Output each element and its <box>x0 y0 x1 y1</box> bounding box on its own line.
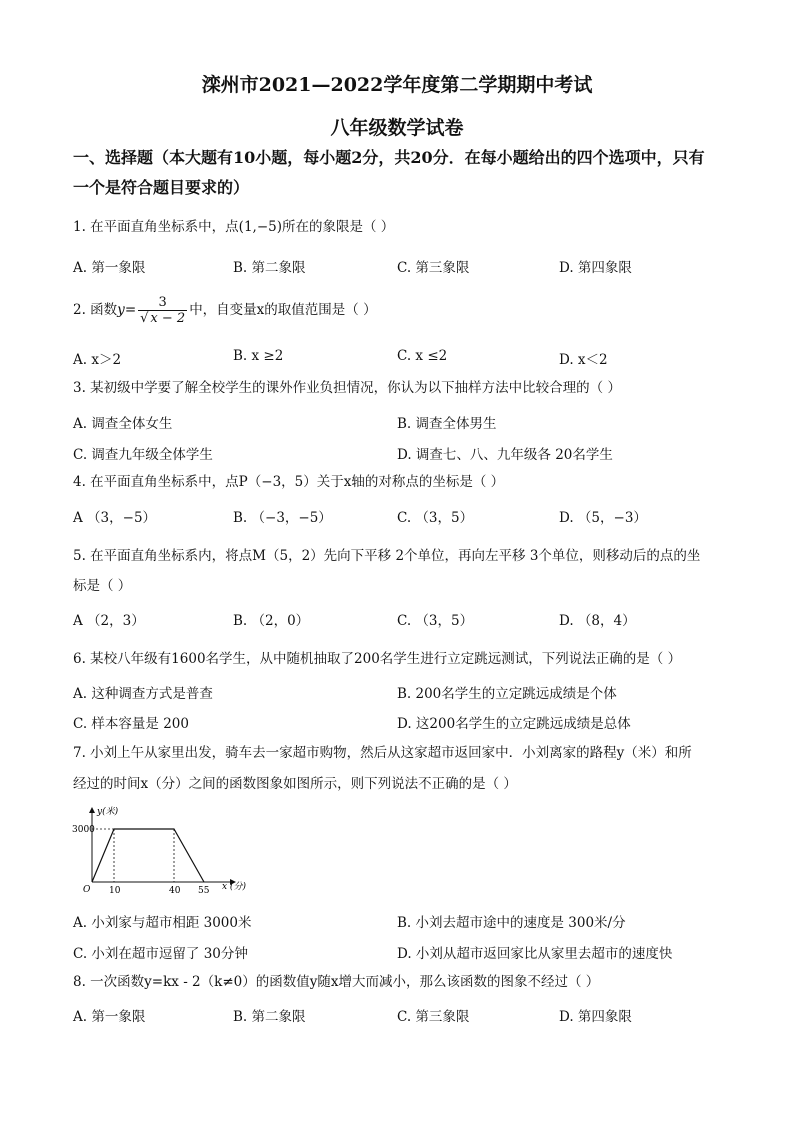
q2-denominator: √ x − 2 <box>140 310 186 326</box>
q4-option-a: A （3，−5） <box>73 510 157 526</box>
q2-option-d: D. x＜2 <box>559 352 608 368</box>
q8-option-b: B. 第二象限 <box>233 1009 306 1025</box>
q5-text-line2: 标是（ ） <box>73 578 132 594</box>
origin-label: O <box>83 885 91 895</box>
q6-option-d: D. 这200名学生的立定跳远成绩是总体 <box>397 716 631 732</box>
x-tick-40: 40 <box>169 886 181 896</box>
q4-option-c: C. （3，5） <box>397 510 474 526</box>
y-tick-3000: 3000 <box>72 825 95 835</box>
exam-subtitle: 八年级数学试卷 <box>330 117 464 139</box>
q5-option-c: C. （3，5） <box>397 613 474 629</box>
q1-option-b: B. 第二象限 <box>233 260 306 276</box>
q8-option-d: D. 第四象限 <box>559 1009 632 1025</box>
q5-option-a: A （2，3） <box>73 613 145 629</box>
q2-numerator: 3 <box>158 294 167 310</box>
q3-option-b: B. 调查全体男生 <box>397 416 497 432</box>
q1-option-a: A. 第一象限 <box>73 260 146 276</box>
q4-text: 4. 在平面直角坐标系中，点P（−3，5）关于x轴的对称点的坐标是（ ） <box>73 474 505 490</box>
x-axis-label: x (分) <box>222 882 246 892</box>
q2-option-c: C. x ≤2 <box>397 348 448 364</box>
q7-text-line2: 经过的时间x（分）之间的函数图象如图所示，则下列说法不正确的是（ ） <box>73 776 517 792</box>
q7-text-line1: 7. 小刘上午从家里出发，骑车去一家超市购物，然后从这家超市返回家中．小刘离家的路程y（米）和所 <box>73 745 692 761</box>
q4-option-d: D. （5，−3） <box>559 510 647 526</box>
q7-option-a: A. 小刘家与超市相距 3000米 <box>73 915 252 931</box>
q5-text-line1: 5. 在平面直角坐标系内，将点M（5，2）先向下平移 2个单位，再向左平移 3个单位，则移动后的点的坐 <box>73 548 701 564</box>
q5-option-d: D. （8，4） <box>559 613 636 629</box>
q5-option-b: B. （2，0） <box>233 613 310 629</box>
q8-option-a: A. 第一象限 <box>73 1009 146 1025</box>
q4-option-b: B. （−3，−5） <box>233 510 332 526</box>
q2-fraction <box>138 296 187 326</box>
q2-text <box>73 290 723 330</box>
x-tick-10: 10 <box>109 886 121 896</box>
q6-option-a: A. 这种调查方式是普查 <box>73 686 213 702</box>
q2-prefix: 2. 函数 <box>73 302 118 318</box>
q6-option-b: B. 200名学生的立定跳远成绩是个体 <box>397 686 617 702</box>
q2-func-eq: = <box>124 302 137 318</box>
q6-text: 6. 某校八年级有1600名学生，从中随机抽取了200名学生进行立定跳远测试，下列说法正确的是（ ） <box>73 651 682 667</box>
y-axis-label: y(米) <box>97 807 119 817</box>
x-tick-55: 55 <box>198 886 210 896</box>
q2-option-a: A. x＞2 <box>73 352 122 368</box>
q3-text: 3. 某初级中学要了解全校学生的课外作业负担情况，你认为以下抽样方法中比较合理的（ ） <box>73 380 621 396</box>
q3-option-d: D. 调查七、八、九年级各 20名学生 <box>397 447 613 463</box>
q8-option-c: C. 第三象限 <box>397 1009 470 1025</box>
q2-func-y: y <box>117 302 125 318</box>
q3-option-c: C. 调查九年级全体学生 <box>73 447 213 463</box>
distance-time-line <box>92 829 204 882</box>
q7-option-b: B. 小刘去超市途中的速度是 300米/分 <box>397 915 626 931</box>
q1-option-d: D. 第四象限 <box>559 260 632 276</box>
q1-text: 1. 在平面直角坐标系中，点(1,−5)所在的象限是（ ） <box>73 219 395 235</box>
q6-option-c: C. 样本容量是 200 <box>73 716 189 732</box>
q7-option-d: D. 小刘从超市返回家比从家里去超市的速度快 <box>397 946 673 962</box>
q3-option-a: A. 调查全体女生 <box>73 416 173 432</box>
q2-suffix: 中，自变量x的取值范围是（ ） <box>189 302 377 318</box>
section-heading-line1: 一、选择题（本大题有10小题，每小题2分，共20分．在每小题给出的四个选项中，只有 <box>73 148 705 167</box>
q2-radicand: x − 2 <box>150 310 186 326</box>
q1-option-c: C. 第三象限 <box>397 260 470 276</box>
q8-text: 8. 一次函数y=kx - 2（k≠0）的函数值y随x增大而减小，那么该函数的图象不经过（ ） <box>73 974 600 990</box>
q7-graph <box>70 800 270 900</box>
section-heading-line2: 一个是符合题目要求的） <box>73 178 250 197</box>
q7-option-c: C. 小刘在超市逗留了 30分钟 <box>73 946 248 962</box>
exam-title: 滦州市2021—2022学年度第二学期期中考试 <box>201 74 593 96</box>
q2-option-b: B. x ≥2 <box>233 348 284 364</box>
